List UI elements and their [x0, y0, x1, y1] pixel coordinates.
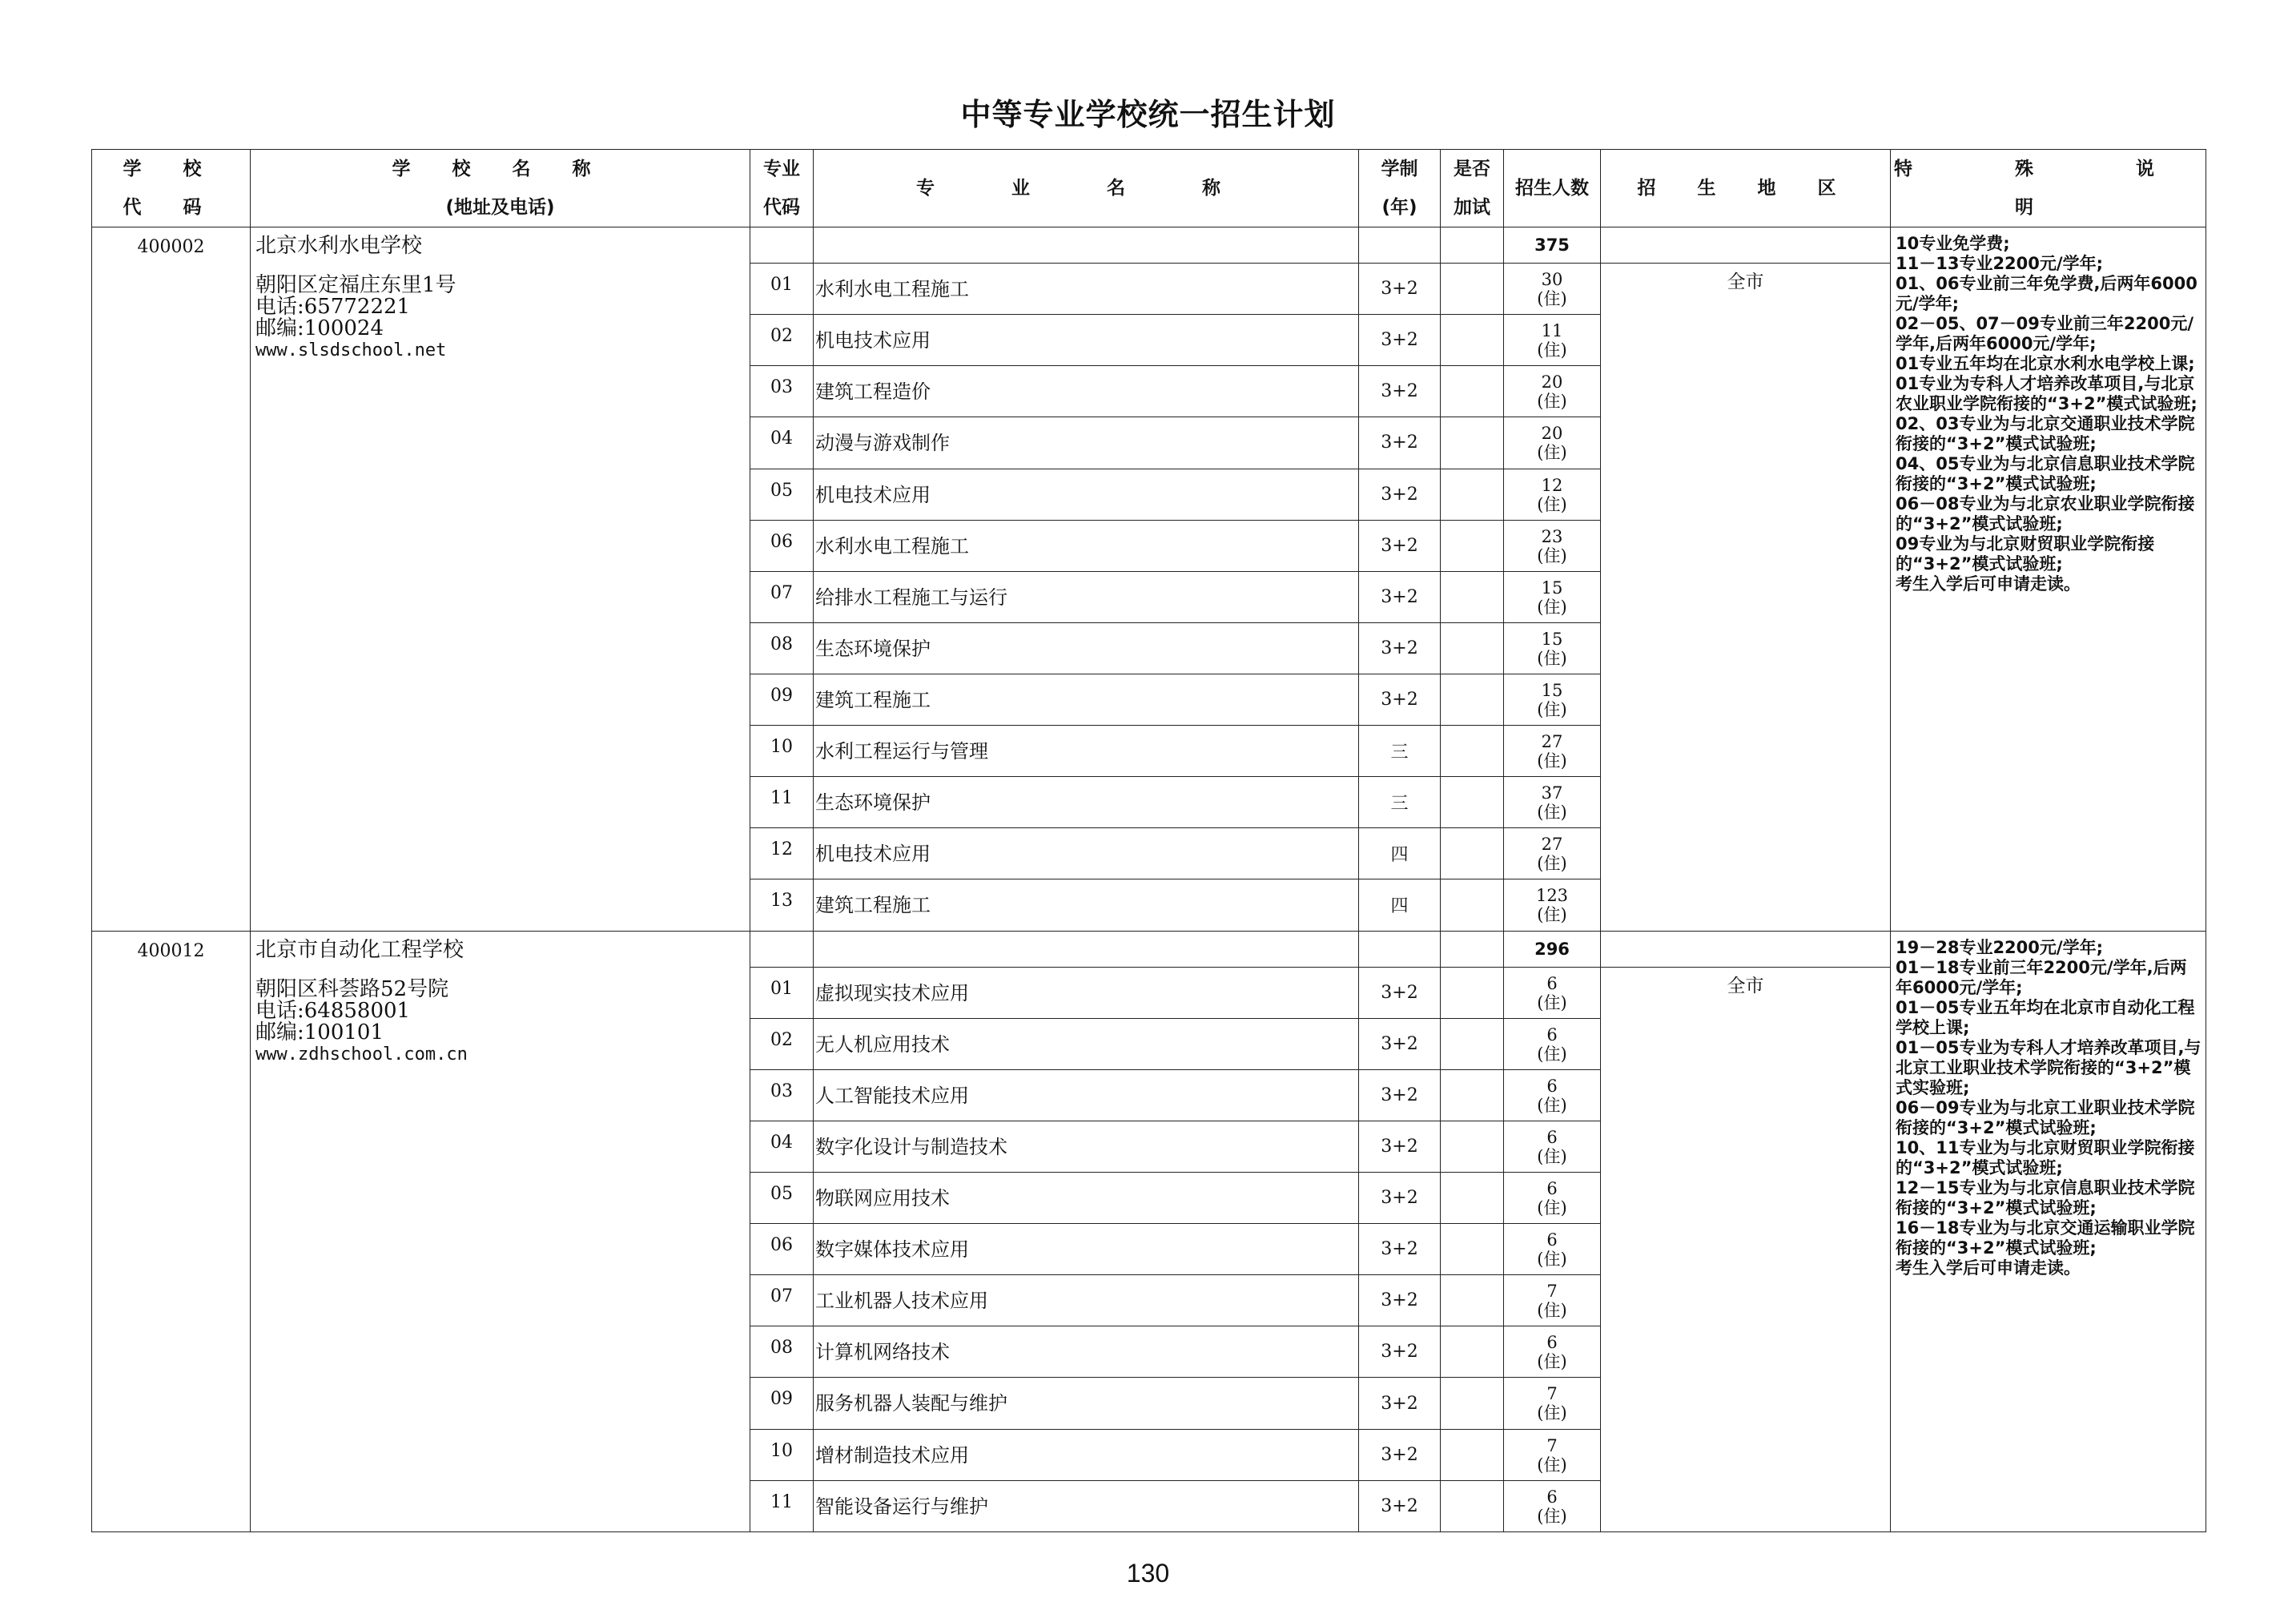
- major-years: 3+2: [1359, 674, 1441, 725]
- major-count: 27: [1541, 732, 1563, 752]
- school-notes: [1891, 227, 2206, 932]
- major-enrollment: [1504, 1378, 1601, 1429]
- major-enrollment: [1504, 1224, 1601, 1275]
- major-years: 3+2: [1359, 967, 1441, 1018]
- region-top-cell: [1601, 227, 1891, 264]
- major-name: 机电技术应用: [814, 315, 1359, 366]
- major-name: 数字媒体技术应用: [814, 1224, 1359, 1275]
- note-line: 02、03专业为与北京交通职业技术学院衔接的“3+2”模式试验班;: [1896, 414, 2195, 453]
- major-enrollment: [1504, 879, 1601, 931]
- major-extra-test: [1441, 1429, 1504, 1480]
- major-extra-test: [1441, 674, 1504, 725]
- major-count: 6: [1546, 973, 1558, 993]
- major-years: 3+2: [1359, 264, 1441, 315]
- major-count: 15: [1541, 629, 1563, 649]
- school-postcode: 邮编:100024: [255, 316, 384, 340]
- major-name: 生态环境保护: [814, 622, 1359, 674]
- major-count: 15: [1541, 680, 1563, 700]
- note-line: 04、05专业为与北京信息职业技术学院衔接的“3+2”模式试验班;: [1896, 454, 2195, 493]
- major-extra-test: [1441, 417, 1504, 469]
- major-name: 无人机应用技术: [814, 1018, 1359, 1069]
- major-code: 10: [750, 1429, 814, 1480]
- major-residence-note: (住): [1537, 992, 1567, 1012]
- school-total-row: [92, 931, 2206, 967]
- major-name: 建筑工程施工: [814, 879, 1359, 931]
- major-code: 01: [750, 967, 814, 1018]
- major-years: 三: [1359, 777, 1441, 828]
- major-enrollment: [1504, 674, 1601, 725]
- major-count: 123: [1535, 886, 1569, 906]
- school-address: 朝阳区科荟路52号院: [255, 976, 449, 1001]
- note-line: 01专业为专科人才培养改革项目,与北京农业职业学院衔接的“3+2”模式试验班;: [1896, 374, 2197, 413]
- major-extra-test: [1441, 571, 1504, 622]
- major-years: 3+2: [1359, 1326, 1441, 1378]
- major-count: 37: [1541, 783, 1563, 803]
- note-line: 10、11专业为与北京财贸职业学院衔接的“3+2”模式试验班;: [1896, 1137, 2195, 1177]
- major-enrollment: [1504, 571, 1601, 622]
- major-enrollment: [1504, 1069, 1601, 1121]
- major-count: 7: [1546, 1282, 1558, 1302]
- major-name: 生态环境保护: [814, 777, 1359, 828]
- major-code: 03: [750, 1069, 814, 1121]
- major-name: 水利水电工程施工: [814, 264, 1359, 315]
- note-line: 10专业免学费;: [1896, 234, 2010, 253]
- major-count: 15: [1541, 578, 1563, 598]
- major-name: 水利工程运行与管理: [814, 726, 1359, 777]
- years-cell: [1359, 931, 1441, 967]
- major-enrollment: [1504, 469, 1601, 520]
- school-total-count: 296: [1504, 931, 1601, 967]
- major-enrollment: [1504, 366, 1601, 417]
- school-region: 全市: [1601, 967, 1891, 1531]
- major-years: 3+2: [1359, 1173, 1441, 1224]
- major-count: 30: [1541, 270, 1563, 290]
- major-name: 虚拟现实技术应用: [814, 967, 1359, 1018]
- major-years: 3+2: [1359, 1121, 1441, 1172]
- school-postcode: 邮编:100101: [255, 1020, 384, 1044]
- major-code: 09: [750, 1378, 814, 1429]
- major-residence-note: (住): [1537, 854, 1567, 874]
- school-total-count: 375: [1504, 227, 1601, 264]
- major-count: 6: [1546, 1127, 1558, 1147]
- major-years: 3+2: [1359, 1224, 1441, 1275]
- major-residence-note: (住): [1537, 597, 1567, 617]
- major-residence-note: (住): [1537, 1455, 1567, 1475]
- note-line: 06－08专业为与北京农业职业学院衔接的“3+2”模式试验班;: [1896, 494, 2195, 533]
- note-line: 02－05、07－09专业前三年2200元/学年,后两年6000元/学年;: [1896, 314, 2194, 353]
- header-major-code: 专业 代码: [750, 150, 814, 227]
- school-phone: 电话:64858001: [255, 998, 411, 1023]
- header-years: 学制 (年): [1359, 150, 1441, 227]
- note-line: 01－05专业五年均在北京市自动化工程学校上课;: [1896, 997, 2195, 1037]
- header-notes: 特 殊 说 明: [1891, 150, 2206, 227]
- major-extra-test: [1441, 828, 1504, 879]
- major-years: 3+2: [1359, 622, 1441, 674]
- major-count: 11: [1541, 321, 1563, 341]
- major-code: 13: [750, 879, 814, 931]
- school-phone: 电话:65772221: [255, 295, 411, 319]
- major-years: 3+2: [1359, 1378, 1441, 1429]
- major-extra-test: [1441, 1069, 1504, 1121]
- major-extra-test: [1441, 1018, 1504, 1069]
- note-line: 01、06专业前三年免学费,后两年6000元/学年;: [1896, 274, 2197, 313]
- major-name: 增材制造技术应用: [814, 1429, 1359, 1480]
- major-extra-test: [1441, 1378, 1504, 1429]
- major-years: 3+2: [1359, 1480, 1441, 1531]
- extra-test-cell: [1441, 931, 1504, 967]
- major-residence-note: (住): [1537, 699, 1567, 719]
- major-code: 12: [750, 828, 814, 879]
- table-header-row: [92, 150, 2206, 227]
- major-residence-note: (住): [1537, 905, 1567, 925]
- school-code: 400012: [92, 931, 251, 1532]
- major-residence-note: (住): [1537, 1250, 1567, 1270]
- major-name: 物联网应用技术: [814, 1173, 1359, 1224]
- major-enrollment: [1504, 1480, 1601, 1531]
- major-residence-note: (住): [1537, 392, 1567, 412]
- note-line: 09专业为与北京财贸职业学院衔接的“3+2”模式试验班;: [1896, 534, 2155, 574]
- major-residence-note: (住): [1537, 648, 1567, 668]
- major-extra-test: [1441, 726, 1504, 777]
- major-enrollment: [1504, 520, 1601, 571]
- major-count: 27: [1541, 835, 1563, 855]
- major-residence-note: (住): [1537, 1301, 1567, 1321]
- region-top-cell: [1601, 931, 1891, 967]
- major-years: 3+2: [1359, 315, 1441, 366]
- enrollment-plan-table: [91, 149, 2206, 1532]
- major-residence-note: (住): [1537, 1352, 1567, 1372]
- major-enrollment: [1504, 777, 1601, 828]
- header-region: 招 生 地 区: [1601, 150, 1891, 227]
- major-code: 08: [750, 1326, 814, 1378]
- major-extra-test: [1441, 1121, 1504, 1172]
- major-years: 四: [1359, 879, 1441, 931]
- major-residence-note: (住): [1537, 1506, 1567, 1526]
- major-code: 05: [750, 469, 814, 520]
- school-address: 朝阳区定福庄东里1号: [255, 273, 456, 297]
- header-enrollment: 招生人数: [1504, 150, 1601, 227]
- major-extra-test: [1441, 1326, 1504, 1378]
- major-code: 07: [750, 571, 814, 622]
- major-years: 3+2: [1359, 417, 1441, 469]
- major-years: 3+2: [1359, 1018, 1441, 1069]
- note-line: 01专业五年均在北京水利水电学校上课;: [1896, 354, 2195, 373]
- major-extra-test: [1441, 315, 1504, 366]
- major-code: 11: [750, 777, 814, 828]
- major-name: 给排水工程施工与运行: [814, 571, 1359, 622]
- note-line: 12－15专业为与北京信息职业技术学院衔接的“3+2”模式试验班;: [1896, 1177, 2195, 1218]
- major-years: 三: [1359, 726, 1441, 777]
- major-code-cell: [750, 227, 814, 264]
- major-name: 数字化设计与制造技术: [814, 1121, 1359, 1172]
- major-code: 02: [750, 1018, 814, 1069]
- major-name: 机电技术应用: [814, 828, 1359, 879]
- major-enrollment: [1504, 1429, 1601, 1480]
- major-residence-note: (住): [1537, 340, 1567, 360]
- major-count: 6: [1546, 1076, 1558, 1096]
- school-info: [251, 227, 750, 932]
- major-code: 08: [750, 622, 814, 674]
- major-enrollment: [1504, 726, 1601, 777]
- page-number: 130: [1126, 1559, 1170, 1588]
- major-code: 11: [750, 1480, 814, 1531]
- major-years: 3+2: [1359, 1069, 1441, 1121]
- school-website: www.slsdschool.net: [255, 340, 447, 360]
- major-code: 01: [750, 264, 814, 315]
- major-count: 6: [1546, 1024, 1558, 1044]
- major-code: 04: [750, 417, 814, 469]
- note-line: 01－05专业为专科人才培养改革项目,与北京工业职业技术学院衔接的“3+2”模式实验班;: [1896, 1037, 2202, 1097]
- major-name: 建筑工程造价: [814, 366, 1359, 417]
- major-enrollment: [1504, 417, 1601, 469]
- major-count: 20: [1541, 424, 1563, 444]
- major-count: 7: [1546, 1384, 1558, 1404]
- school-name: 北京市自动化工程学校: [255, 937, 464, 962]
- major-extra-test: [1441, 777, 1504, 828]
- major-code-cell: [750, 931, 814, 967]
- major-years: 3+2: [1359, 1275, 1441, 1326]
- major-count: 6: [1546, 1333, 1558, 1353]
- major-name: 动漫与游戏制作: [814, 417, 1359, 469]
- major-name: 机电技术应用: [814, 469, 1359, 520]
- major-residence-note: (住): [1537, 1044, 1567, 1064]
- major-residence-note: (住): [1537, 494, 1567, 514]
- note-line: 06－09专业为与北京工业职业技术学院衔接的“3+2”模式试验班;: [1896, 1097, 2195, 1137]
- major-count: 7: [1546, 1435, 1558, 1455]
- major-code: 09: [750, 674, 814, 725]
- major-extra-test: [1441, 967, 1504, 1018]
- major-extra-test: [1441, 1275, 1504, 1326]
- major-enrollment: [1504, 622, 1601, 674]
- major-years: 3+2: [1359, 571, 1441, 622]
- major-name-cell: [814, 227, 1359, 264]
- school-name: 北京水利水电学校: [255, 234, 423, 258]
- major-code: 07: [750, 1275, 814, 1326]
- major-residence-note: (住): [1537, 751, 1567, 771]
- major-count: 20: [1541, 372, 1563, 392]
- major-name: 水利水电工程施工: [814, 520, 1359, 571]
- school-info: [251, 931, 750, 1532]
- major-count: 6: [1546, 1230, 1558, 1250]
- major-residence-note: (住): [1537, 1146, 1567, 1166]
- major-extra-test: [1441, 469, 1504, 520]
- major-name: 智能设备运行与维护: [814, 1480, 1359, 1531]
- major-count: 23: [1541, 526, 1563, 546]
- major-years: 3+2: [1359, 1429, 1441, 1480]
- major-enrollment: [1504, 1018, 1601, 1069]
- major-count: 12: [1541, 475, 1563, 495]
- note-line: 19－28专业2200元/学年;: [1896, 937, 2103, 957]
- major-name: 服务机器人装配与维护: [814, 1378, 1359, 1429]
- header-extra-test: 是否 加试: [1441, 150, 1504, 227]
- major-residence-note: (住): [1537, 545, 1567, 565]
- major-years: 四: [1359, 828, 1441, 879]
- major-count: 6: [1546, 1487, 1558, 1507]
- header-school-name: 学 校 名 称 (地址及电话): [251, 150, 750, 227]
- note-line: 考生入学后可申请走读。: [1896, 574, 2081, 594]
- major-years: 3+2: [1359, 469, 1441, 520]
- major-extra-test: [1441, 366, 1504, 417]
- major-enrollment: [1504, 264, 1601, 315]
- major-residence-note: (住): [1537, 1095, 1567, 1115]
- major-enrollment: [1504, 967, 1601, 1018]
- school-notes: [1891, 931, 2206, 1532]
- major-extra-test: [1441, 1480, 1504, 1531]
- note-line: 16－18专业为与北京交通运输职业学院衔接的“3+2”模式试验班;: [1896, 1218, 2195, 1258]
- major-extra-test: [1441, 622, 1504, 674]
- major-extra-test: [1441, 879, 1504, 931]
- note-line: 考生入学后可申请走读。: [1896, 1258, 2081, 1278]
- school-total-row: [92, 227, 2206, 264]
- major-name: 人工智能技术应用: [814, 1069, 1359, 1121]
- school-code: 400002: [92, 227, 251, 932]
- major-enrollment: [1504, 315, 1601, 366]
- years-cell: [1359, 227, 1441, 264]
- major-code: 10: [750, 726, 814, 777]
- major-extra-test: [1441, 264, 1504, 315]
- major-code: 06: [750, 520, 814, 571]
- major-code: 04: [750, 1121, 814, 1172]
- major-code: 03: [750, 366, 814, 417]
- page-title: 中等专业学校统一招生计划: [960, 97, 1336, 132]
- header-school-code: 学 校 代 码: [92, 150, 251, 227]
- major-enrollment: [1504, 1326, 1601, 1378]
- major-enrollment: [1504, 1275, 1601, 1326]
- school-region: 全市: [1601, 264, 1891, 931]
- major-years: 3+2: [1359, 520, 1441, 571]
- major-enrollment: [1504, 828, 1601, 879]
- major-code: 06: [750, 1224, 814, 1275]
- major-name: 计算机网络技术: [814, 1326, 1359, 1378]
- major-name: 建筑工程施工: [814, 674, 1359, 725]
- major-code: 02: [750, 315, 814, 366]
- extra-test-cell: [1441, 227, 1504, 264]
- major-count: 6: [1546, 1179, 1558, 1199]
- major-extra-test: [1441, 1173, 1504, 1224]
- school-website: www.zdhschool.com.cn: [255, 1044, 468, 1065]
- major-extra-test: [1441, 1224, 1504, 1275]
- major-residence-note: (住): [1537, 803, 1567, 823]
- major-enrollment: [1504, 1121, 1601, 1172]
- header-major-name: 专 业 名 称: [814, 150, 1359, 227]
- major-name: 工业机器人技术应用: [814, 1275, 1359, 1326]
- major-residence-note: (住): [1537, 1198, 1567, 1218]
- major-residence-note: (住): [1537, 289, 1567, 309]
- major-residence-note: (住): [1537, 443, 1567, 463]
- major-code: 05: [750, 1173, 814, 1224]
- note-line: 01－18专业前三年2200元/学年,后两年6000元/学年;: [1896, 957, 2187, 997]
- major-extra-test: [1441, 520, 1504, 571]
- major-name-cell: [814, 931, 1359, 967]
- major-years: 3+2: [1359, 366, 1441, 417]
- major-enrollment: [1504, 1173, 1601, 1224]
- note-line: 11－13专业2200元/学年;: [1896, 254, 2103, 273]
- major-residence-note: (住): [1537, 1403, 1567, 1423]
